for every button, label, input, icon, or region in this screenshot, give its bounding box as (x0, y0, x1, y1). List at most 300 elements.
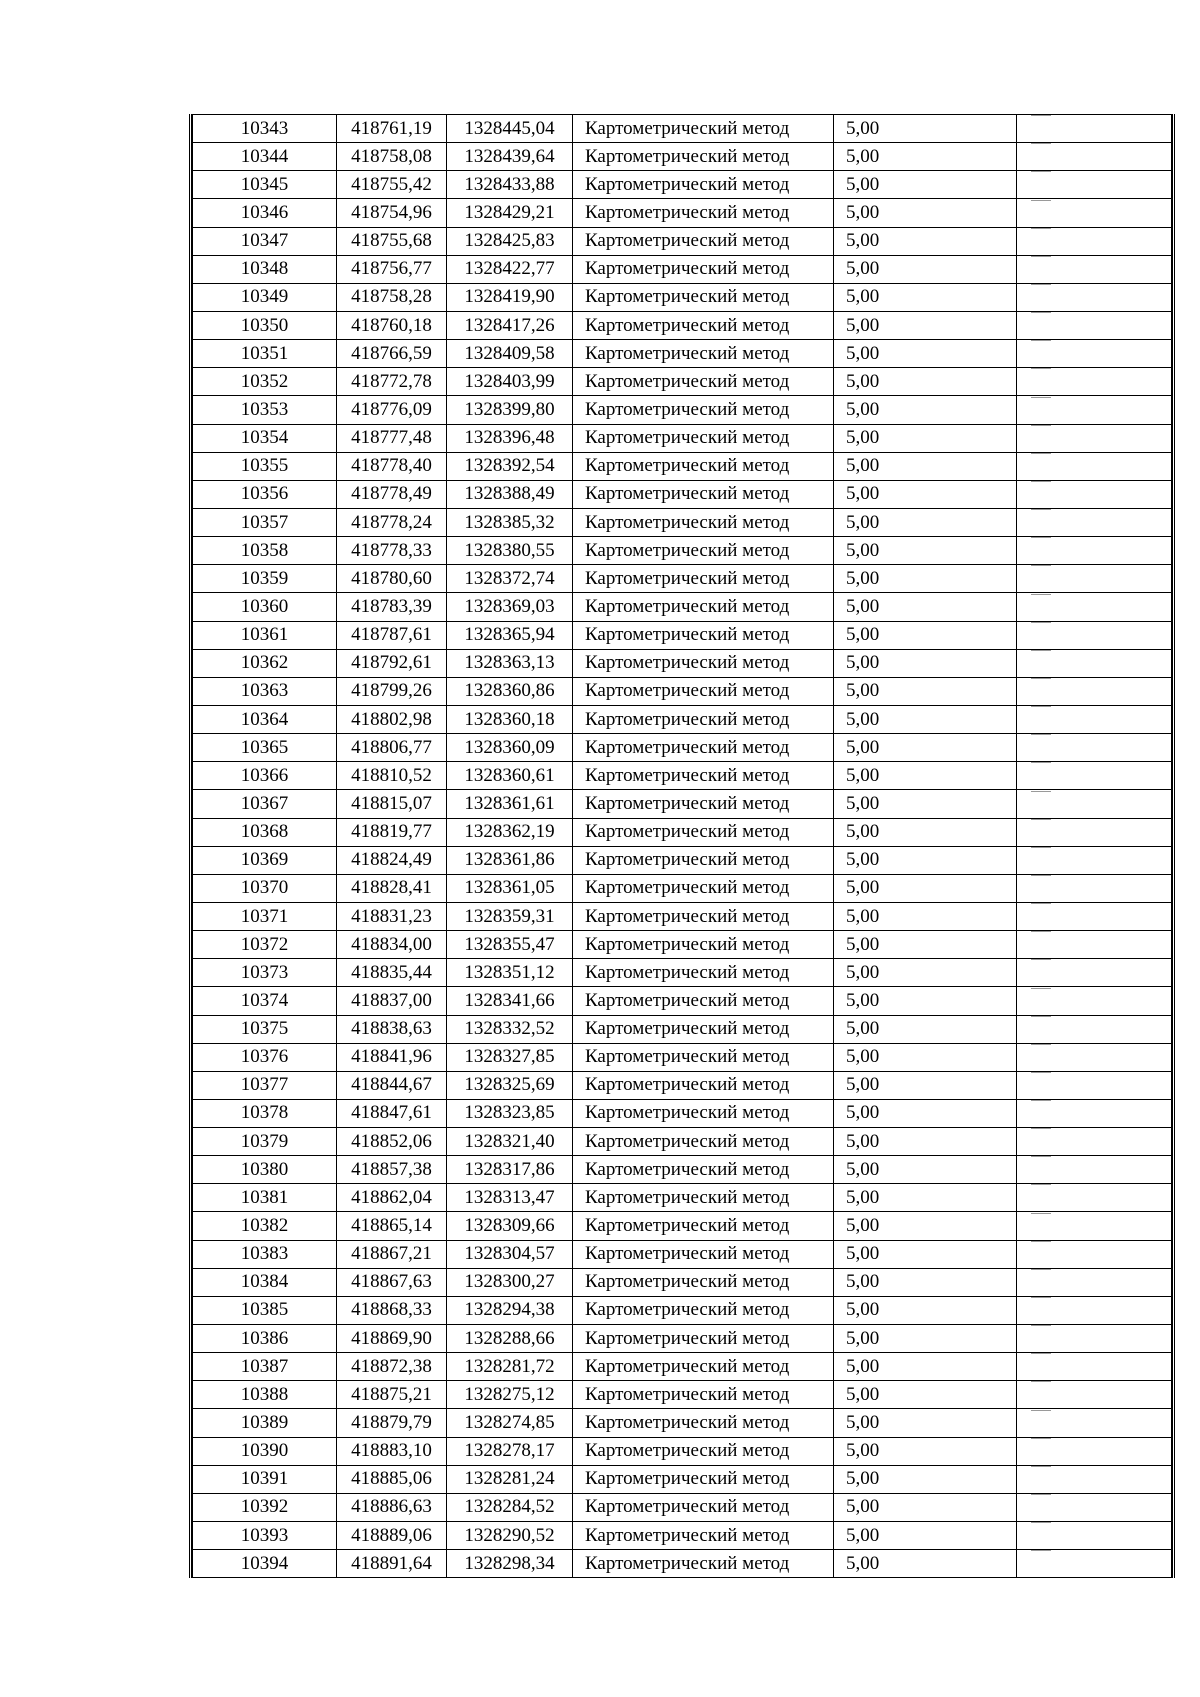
x-coordinate-cell: 418802,98 (337, 705, 447, 733)
method-cell: Картометрический метод (573, 452, 834, 480)
method-cell: Картометрический метод (573, 255, 834, 283)
table-row (193, 1550, 1172, 1578)
y-coordinate-cell: 1328417,26 (447, 311, 573, 339)
x-coordinate-cell: 418760,18 (337, 311, 447, 339)
precision-cell: 5,00 (834, 677, 1017, 705)
point-number-cell: 10353 (193, 396, 337, 424)
empty-dash (1031, 1550, 1051, 1577)
empty-dash (1031, 481, 1051, 508)
description-cell (1017, 987, 1172, 1015)
y-coordinate-cell: 1328317,86 (447, 1156, 573, 1184)
empty-dash (1031, 200, 1051, 227)
empty-dash (1031, 706, 1051, 733)
point-number-cell: 10361 (193, 621, 337, 649)
description-cell (1017, 340, 1172, 368)
empty-dash (1031, 791, 1051, 818)
description-cell (1017, 705, 1172, 733)
point-number-cell: 10379 (193, 1128, 337, 1156)
precision-cell: 5,00 (834, 874, 1017, 902)
precision-cell: 5,00 (834, 762, 1017, 790)
description-cell (1017, 931, 1172, 959)
empty-dash (1031, 847, 1051, 874)
empty-dash (1031, 171, 1051, 198)
description-cell (1017, 677, 1172, 705)
description-cell (1017, 1493, 1172, 1521)
method-cell: Картометрический метод (573, 959, 834, 987)
table-row (193, 1465, 1172, 1493)
table-row (193, 143, 1172, 171)
x-coordinate-cell: 418847,61 (337, 1099, 447, 1127)
point-number-cell: 10372 (193, 931, 337, 959)
method-cell: Картометрический метод (573, 1128, 834, 1156)
empty-dash (1031, 1241, 1051, 1268)
x-coordinate-cell: 418831,23 (337, 902, 447, 930)
description-cell (1017, 1099, 1172, 1127)
method-cell: Картометрический метод (573, 1353, 834, 1381)
y-coordinate-cell: 1328361,61 (447, 790, 573, 818)
table-row (193, 846, 1172, 874)
method-cell: Картометрический метод (573, 171, 834, 199)
point-number-cell: 10373 (193, 959, 337, 987)
description-cell (1017, 1240, 1172, 1268)
point-number-cell: 10355 (193, 452, 337, 480)
precision-cell: 5,00 (834, 1043, 1017, 1071)
description-cell (1017, 818, 1172, 846)
method-cell: Картометрический метод (573, 1071, 834, 1099)
point-number-cell: 10389 (193, 1409, 337, 1437)
x-coordinate-cell: 418889,06 (337, 1522, 447, 1550)
x-coordinate-cell: 418868,33 (337, 1296, 447, 1324)
description-cell (1017, 593, 1172, 621)
empty-dash (1031, 762, 1051, 789)
y-coordinate-cell: 1328396,48 (447, 424, 573, 452)
table-row (193, 1071, 1172, 1099)
precision-cell: 5,00 (834, 283, 1017, 311)
description-cell (1017, 1325, 1172, 1353)
method-cell: Картометрический метод (573, 1325, 834, 1353)
precision-cell: 5,00 (834, 452, 1017, 480)
x-coordinate-cell: 418885,06 (337, 1465, 447, 1493)
table-row (193, 1015, 1172, 1043)
description-cell (1017, 1043, 1172, 1071)
precision-cell: 5,00 (834, 1071, 1017, 1099)
empty-dash (1031, 734, 1051, 761)
description-cell (1017, 537, 1172, 565)
point-number-cell: 10394 (193, 1550, 337, 1578)
y-coordinate-cell: 1328274,85 (447, 1409, 573, 1437)
precision-cell: 5,00 (834, 1240, 1017, 1268)
x-coordinate-cell: 418819,77 (337, 818, 447, 846)
point-number-cell: 10380 (193, 1156, 337, 1184)
x-coordinate-cell: 418810,52 (337, 762, 447, 790)
point-number-cell: 10366 (193, 762, 337, 790)
point-number-cell: 10349 (193, 283, 337, 311)
table-row (193, 199, 1172, 227)
y-coordinate-cell: 1328327,85 (447, 1043, 573, 1071)
table-row (193, 1184, 1172, 1212)
method-cell: Картометрический метод (573, 1156, 834, 1184)
precision-cell: 5,00 (834, 340, 1017, 368)
description-cell (1017, 1268, 1172, 1296)
x-coordinate-cell: 418857,38 (337, 1156, 447, 1184)
table-row (193, 762, 1172, 790)
x-coordinate-cell: 418799,26 (337, 677, 447, 705)
table-row (193, 902, 1172, 930)
y-coordinate-cell: 1328332,52 (447, 1015, 573, 1043)
x-coordinate-cell: 418792,61 (337, 649, 447, 677)
empty-dash (1031, 284, 1051, 311)
y-coordinate-cell: 1328433,88 (447, 171, 573, 199)
description-cell (1017, 171, 1172, 199)
table-row (193, 368, 1172, 396)
method-cell: Картометрический метод (573, 227, 834, 255)
point-number-cell: 10348 (193, 255, 337, 283)
empty-dash (1031, 453, 1051, 480)
table-row (193, 931, 1172, 959)
y-coordinate-cell: 1328372,74 (447, 565, 573, 593)
description-cell (1017, 846, 1172, 874)
table-row (193, 396, 1172, 424)
empty-dash (1031, 1353, 1051, 1380)
description-cell (1017, 227, 1172, 255)
empty-dash (1031, 397, 1051, 424)
empty-dash (1031, 1381, 1051, 1408)
table-row (193, 790, 1172, 818)
empty-dash (1031, 959, 1051, 986)
table-row (193, 1437, 1172, 1465)
point-number-cell: 10383 (193, 1240, 337, 1268)
precision-cell: 5,00 (834, 1099, 1017, 1127)
x-coordinate-cell: 418844,67 (337, 1071, 447, 1099)
description-cell (1017, 565, 1172, 593)
x-coordinate-cell: 418766,59 (337, 340, 447, 368)
point-number-cell: 10346 (193, 199, 337, 227)
point-number-cell: 10343 (193, 115, 337, 143)
method-cell: Картометрический метод (573, 1409, 834, 1437)
precision-cell: 5,00 (834, 1268, 1017, 1296)
y-coordinate-cell: 1328313,47 (447, 1184, 573, 1212)
point-number-cell: 10378 (193, 1099, 337, 1127)
precision-cell: 5,00 (834, 649, 1017, 677)
method-cell: Картометрический метод (573, 987, 834, 1015)
empty-dash (1031, 537, 1051, 564)
x-coordinate-cell: 418758,08 (337, 143, 447, 171)
x-coordinate-cell: 418806,77 (337, 734, 447, 762)
x-coordinate-cell: 418824,49 (337, 846, 447, 874)
method-cell: Картометрический метод (573, 283, 834, 311)
table-row (193, 1128, 1172, 1156)
empty-dash (1031, 425, 1051, 452)
x-coordinate-cell: 418755,42 (337, 171, 447, 199)
description-cell (1017, 1296, 1172, 1324)
description-cell (1017, 762, 1172, 790)
precision-cell: 5,00 (834, 987, 1017, 1015)
method-cell: Картометрический метод (573, 311, 834, 339)
y-coordinate-cell: 1328323,85 (447, 1099, 573, 1127)
y-coordinate-cell: 1328359,31 (447, 902, 573, 930)
empty-dash (1031, 312, 1051, 339)
table-row (193, 959, 1172, 987)
y-coordinate-cell: 1328351,12 (447, 959, 573, 987)
method-cell: Картометрический метод (573, 593, 834, 621)
empty-dash (1031, 1297, 1051, 1324)
y-coordinate-cell: 1328429,21 (447, 199, 573, 227)
empty-dash (1031, 678, 1051, 705)
point-number-cell: 10368 (193, 818, 337, 846)
description-cell (1017, 115, 1172, 143)
method-cell: Картометрический метод (573, 931, 834, 959)
point-number-cell: 10388 (193, 1381, 337, 1409)
table-row (193, 1325, 1172, 1353)
description-cell (1017, 396, 1172, 424)
y-coordinate-cell: 1328325,69 (447, 1071, 573, 1099)
description-cell (1017, 1409, 1172, 1437)
y-coordinate-cell: 1328309,66 (447, 1212, 573, 1240)
precision-cell: 5,00 (834, 1353, 1017, 1381)
table-row (193, 874, 1172, 902)
empty-dash (1031, 650, 1051, 677)
y-coordinate-cell: 1328388,49 (447, 480, 573, 508)
description-cell (1017, 1437, 1172, 1465)
x-coordinate-cell: 418778,33 (337, 537, 447, 565)
coordinates-table-frame (189, 114, 1175, 1578)
method-cell: Картометрический метод (573, 1522, 834, 1550)
table-row (193, 621, 1172, 649)
table-row (193, 227, 1172, 255)
point-number-cell: 10362 (193, 649, 337, 677)
description-cell (1017, 255, 1172, 283)
x-coordinate-cell: 418756,77 (337, 255, 447, 283)
precision-cell: 5,00 (834, 1015, 1017, 1043)
table-row (193, 537, 1172, 565)
y-coordinate-cell: 1328288,66 (447, 1325, 573, 1353)
empty-dash (1031, 1522, 1051, 1549)
method-cell: Картометрический метод (573, 1043, 834, 1071)
description-cell (1017, 452, 1172, 480)
method-cell: Картометрический метод (573, 1268, 834, 1296)
empty-dash (1031, 1466, 1051, 1493)
point-number-cell: 10393 (193, 1522, 337, 1550)
description-cell (1017, 902, 1172, 930)
table-row (193, 1099, 1172, 1127)
precision-cell: 5,00 (834, 199, 1017, 227)
point-number-cell: 10352 (193, 368, 337, 396)
point-number-cell: 10360 (193, 593, 337, 621)
y-coordinate-cell: 1328298,34 (447, 1550, 573, 1578)
method-cell: Картометрический метод (573, 396, 834, 424)
precision-cell: 5,00 (834, 508, 1017, 536)
x-coordinate-cell: 418834,00 (337, 931, 447, 959)
point-number-cell: 10356 (193, 480, 337, 508)
method-cell: Картометрический метод (573, 874, 834, 902)
y-coordinate-cell: 1328278,17 (447, 1437, 573, 1465)
precision-cell: 5,00 (834, 593, 1017, 621)
table-row (193, 593, 1172, 621)
x-coordinate-cell: 418754,96 (337, 199, 447, 227)
y-coordinate-cell: 1328362,19 (447, 818, 573, 846)
table-row (193, 1409, 1172, 1437)
precision-cell: 5,00 (834, 1325, 1017, 1353)
precision-cell: 5,00 (834, 255, 1017, 283)
method-cell: Картометрический метод (573, 368, 834, 396)
point-number-cell: 10381 (193, 1184, 337, 1212)
y-coordinate-cell: 1328419,90 (447, 283, 573, 311)
x-coordinate-cell: 418778,49 (337, 480, 447, 508)
table-row (193, 115, 1172, 143)
y-coordinate-cell: 1328360,86 (447, 677, 573, 705)
y-coordinate-cell: 1328365,94 (447, 621, 573, 649)
y-coordinate-cell: 1328361,05 (447, 874, 573, 902)
description-cell (1017, 1212, 1172, 1240)
table-row (193, 987, 1172, 1015)
description-cell (1017, 368, 1172, 396)
x-coordinate-cell: 418828,41 (337, 874, 447, 902)
x-coordinate-cell: 418875,21 (337, 1381, 447, 1409)
y-coordinate-cell: 1328403,99 (447, 368, 573, 396)
y-coordinate-cell: 1328422,77 (447, 255, 573, 283)
x-coordinate-cell: 418780,60 (337, 565, 447, 593)
description-cell (1017, 1184, 1172, 1212)
precision-cell: 5,00 (834, 143, 1017, 171)
empty-dash (1031, 875, 1051, 902)
method-cell: Картометрический метод (573, 1015, 834, 1043)
x-coordinate-cell: 418841,96 (337, 1043, 447, 1071)
table-row (193, 677, 1172, 705)
point-number-cell: 10344 (193, 143, 337, 171)
method-cell: Картометрический метод (573, 340, 834, 368)
method-cell: Картометрический метод (573, 1099, 834, 1127)
table-row (193, 649, 1172, 677)
description-cell (1017, 1128, 1172, 1156)
point-number-cell: 10359 (193, 565, 337, 593)
y-coordinate-cell: 1328392,54 (447, 452, 573, 480)
precision-cell: 5,00 (834, 227, 1017, 255)
table-row (193, 171, 1172, 199)
precision-cell: 5,00 (834, 1212, 1017, 1240)
table-row (193, 1240, 1172, 1268)
y-coordinate-cell: 1328363,13 (447, 649, 573, 677)
x-coordinate-cell: 418838,63 (337, 1015, 447, 1043)
x-coordinate-cell: 418891,64 (337, 1550, 447, 1578)
table-row (193, 1381, 1172, 1409)
x-coordinate-cell: 418872,38 (337, 1353, 447, 1381)
description-cell (1017, 1071, 1172, 1099)
method-cell: Картометрический метод (573, 565, 834, 593)
empty-dash (1031, 1184, 1051, 1211)
y-coordinate-cell: 1328385,32 (447, 508, 573, 536)
description-cell (1017, 621, 1172, 649)
method-cell: Картометрический метод (573, 818, 834, 846)
description-cell (1017, 1381, 1172, 1409)
empty-dash (1031, 931, 1051, 958)
y-coordinate-cell: 1328290,52 (447, 1522, 573, 1550)
y-coordinate-cell: 1328281,24 (447, 1465, 573, 1493)
method-cell: Картометрический метод (573, 649, 834, 677)
description-cell (1017, 734, 1172, 762)
table-row (193, 734, 1172, 762)
precision-cell: 5,00 (834, 115, 1017, 143)
empty-dash (1031, 1410, 1051, 1437)
empty-dash (1031, 594, 1051, 621)
table-row (193, 311, 1172, 339)
point-number-cell: 10358 (193, 537, 337, 565)
table-row (193, 340, 1172, 368)
x-coordinate-cell: 418835,44 (337, 959, 447, 987)
table-row (193, 508, 1172, 536)
method-cell: Картометрический метод (573, 621, 834, 649)
empty-dash (1031, 1494, 1051, 1521)
method-cell: Картометрический метод (573, 1437, 834, 1465)
method-cell: Картометрический метод (573, 1296, 834, 1324)
y-coordinate-cell: 1328409,58 (447, 340, 573, 368)
point-number-cell: 10377 (193, 1071, 337, 1099)
y-coordinate-cell: 1328341,66 (447, 987, 573, 1015)
precision-cell: 5,00 (834, 1550, 1017, 1578)
y-coordinate-cell: 1328445,04 (447, 115, 573, 143)
y-coordinate-cell: 1328361,86 (447, 846, 573, 874)
y-coordinate-cell: 1328425,83 (447, 227, 573, 255)
method-cell: Картометрический метод (573, 424, 834, 452)
precision-cell: 5,00 (834, 480, 1017, 508)
point-number-cell: 10370 (193, 874, 337, 902)
precision-cell: 5,00 (834, 705, 1017, 733)
table-row (193, 565, 1172, 593)
precision-cell: 5,00 (834, 1493, 1017, 1521)
empty-dash (1031, 622, 1051, 649)
precision-cell: 5,00 (834, 959, 1017, 987)
point-number-cell: 10371 (193, 902, 337, 930)
precision-cell: 5,00 (834, 734, 1017, 762)
table-row (193, 1296, 1172, 1324)
empty-dash (1031, 1325, 1051, 1352)
point-number-cell: 10382 (193, 1212, 337, 1240)
description-cell (1017, 508, 1172, 536)
x-coordinate-cell: 418755,68 (337, 227, 447, 255)
x-coordinate-cell: 418758,28 (337, 283, 447, 311)
description-cell (1017, 790, 1172, 818)
empty-dash (1031, 228, 1051, 255)
table-row (193, 283, 1172, 311)
precision-cell: 5,00 (834, 396, 1017, 424)
point-number-cell: 10384 (193, 1268, 337, 1296)
table-row (193, 255, 1172, 283)
method-cell: Картометрический метод (573, 143, 834, 171)
y-coordinate-cell: 1328284,52 (447, 1493, 573, 1521)
x-coordinate-cell: 418865,14 (337, 1212, 447, 1240)
method-cell: Картометрический метод (573, 1493, 834, 1521)
precision-cell: 5,00 (834, 311, 1017, 339)
description-cell (1017, 874, 1172, 902)
empty-dash (1031, 1016, 1051, 1043)
point-number-cell: 10357 (193, 508, 337, 536)
description-cell (1017, 1522, 1172, 1550)
precision-cell: 5,00 (834, 537, 1017, 565)
y-coordinate-cell: 1328300,27 (447, 1268, 573, 1296)
y-coordinate-cell: 1328399,80 (447, 396, 573, 424)
method-cell: Картометрический метод (573, 1212, 834, 1240)
coordinates-table (192, 114, 1172, 1578)
method-cell: Картометрический метод (573, 677, 834, 705)
point-number-cell: 10386 (193, 1325, 337, 1353)
table-row (193, 818, 1172, 846)
y-coordinate-cell: 1328380,55 (447, 537, 573, 565)
point-number-cell: 10363 (193, 677, 337, 705)
precision-cell: 5,00 (834, 1465, 1017, 1493)
point-number-cell: 10365 (193, 734, 337, 762)
point-number-cell: 10345 (193, 171, 337, 199)
table-row (193, 1522, 1172, 1550)
method-cell: Картометрический метод (573, 1381, 834, 1409)
